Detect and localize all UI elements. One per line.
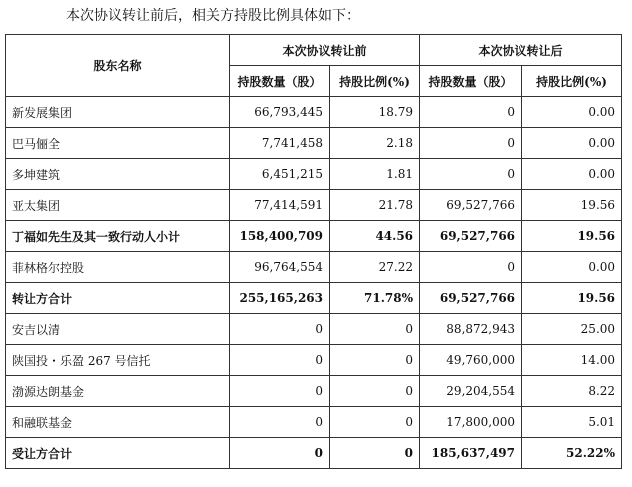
after-shares-cell: 0: [420, 97, 522, 128]
before-ratio-cell: 0: [330, 438, 420, 469]
header-before-shares: 持股数量（股）: [230, 66, 330, 97]
table-row: [6, 407, 622, 438]
before-ratio-cell: 0: [330, 376, 420, 407]
before-shares-cell: 158,400,709: [230, 221, 330, 252]
before-shares-cell: 255,165,263: [230, 283, 330, 314]
before-ratio-cell: 21.78: [330, 190, 420, 221]
after-ratio-cell: 0.00: [522, 252, 622, 283]
before-ratio-cell: 0: [330, 407, 420, 438]
before-shares-cell: 7,741,458: [230, 128, 330, 159]
before-shares-cell: 0: [230, 407, 330, 438]
before-shares-cell: 6,451,215: [230, 159, 330, 190]
after-shares-cell: 88,872,943: [420, 314, 522, 345]
table-row: [6, 283, 622, 314]
after-shares-cell: 29,204,554: [420, 376, 522, 407]
shareholder-name-cell: 丁福如先生及其一致行动人小计: [6, 221, 230, 252]
after-ratio-cell: 19.56: [522, 283, 622, 314]
table-row: [6, 97, 622, 128]
before-ratio-cell: 0: [330, 314, 420, 345]
header-after-ratio: 持股比例(%): [522, 66, 622, 97]
after-ratio-cell: 0.00: [522, 97, 622, 128]
table-body: [6, 97, 622, 469]
after-ratio-cell: 19.56: [522, 190, 622, 221]
table-row: [6, 159, 622, 190]
shareholding-table: [5, 34, 622, 469]
header-after-transfer: 本次协议转让后: [420, 35, 622, 66]
shareholder-name-cell: 安吉以清: [6, 314, 230, 345]
after-ratio-cell: 8.22: [522, 376, 622, 407]
header-shareholder-name: 股东名称: [6, 35, 230, 97]
shareholder-name-cell: 巴马俪全: [6, 128, 230, 159]
after-shares-cell: 69,527,766: [420, 221, 522, 252]
shareholder-name-cell: 和融联基金: [6, 407, 230, 438]
shareholder-name-cell: 受让方合计: [6, 438, 230, 469]
after-shares-cell: 0: [420, 159, 522, 190]
before-shares-cell: 0: [230, 345, 330, 376]
after-shares-cell: 0: [420, 128, 522, 159]
intro-text: 本次协议转让前后，相关方持股比例具体如下：: [66, 8, 360, 24]
before-shares-cell: 0: [230, 376, 330, 407]
after-shares-cell: 69,527,766: [420, 190, 522, 221]
shareholder-name-cell: 亚太集团: [6, 190, 230, 221]
table-row: [6, 314, 622, 345]
header-row-top: [6, 35, 622, 66]
after-ratio-cell: 52.22%: [522, 438, 622, 469]
shareholder-name-cell: 陕国投・乐盈 267 号信托: [6, 345, 230, 376]
table-row: [6, 221, 622, 252]
header-after-shares: 持股数量（股）: [420, 66, 522, 97]
after-ratio-cell: 25.00: [522, 314, 622, 345]
table-row: [6, 190, 622, 221]
shareholder-name-cell: 多坤建筑: [6, 159, 230, 190]
table-row: [6, 345, 622, 376]
before-shares-cell: 0: [230, 314, 330, 345]
before-ratio-cell: 0: [330, 345, 420, 376]
shareholder-name-cell: 菲林格尔控股: [6, 252, 230, 283]
before-ratio-cell: 71.78%: [330, 283, 420, 314]
before-shares-cell: 77,414,591: [230, 190, 330, 221]
shareholder-name-cell: 新发展集团: [6, 97, 230, 128]
after-ratio-cell: 5.01: [522, 407, 622, 438]
after-shares-cell: 0: [420, 252, 522, 283]
after-ratio-cell: 19.56: [522, 221, 622, 252]
before-ratio-cell: 2.18: [330, 128, 420, 159]
shareholder-name-cell: 转让方合计: [6, 283, 230, 314]
before-ratio-cell: 44.56: [330, 221, 420, 252]
before-shares-cell: 66,793,445: [230, 97, 330, 128]
before-ratio-cell: 18.79: [330, 97, 420, 128]
table-row: [6, 252, 622, 283]
before-shares-cell: 0: [230, 438, 330, 469]
table-row: [6, 376, 622, 407]
after-ratio-cell: 14.00: [522, 345, 622, 376]
before-shares-cell: 96,764,554: [230, 252, 330, 283]
header-before-ratio: 持股比例(%): [330, 66, 420, 97]
after-ratio-cell: 0.00: [522, 159, 622, 190]
after-shares-cell: 17,800,000: [420, 407, 522, 438]
after-shares-cell: 49,760,000: [420, 345, 522, 376]
after-shares-cell: 69,527,766: [420, 283, 522, 314]
header-before-transfer: 本次协议转让前: [230, 35, 420, 66]
before-ratio-cell: 27.22: [330, 252, 420, 283]
after-shares-cell: 185,637,497: [420, 438, 522, 469]
before-ratio-cell: 1.81: [330, 159, 420, 190]
table-row: [6, 128, 622, 159]
table-row: [6, 438, 622, 469]
after-ratio-cell: 0.00: [522, 128, 622, 159]
shareholder-name-cell: 渤源达朗基金: [6, 376, 230, 407]
